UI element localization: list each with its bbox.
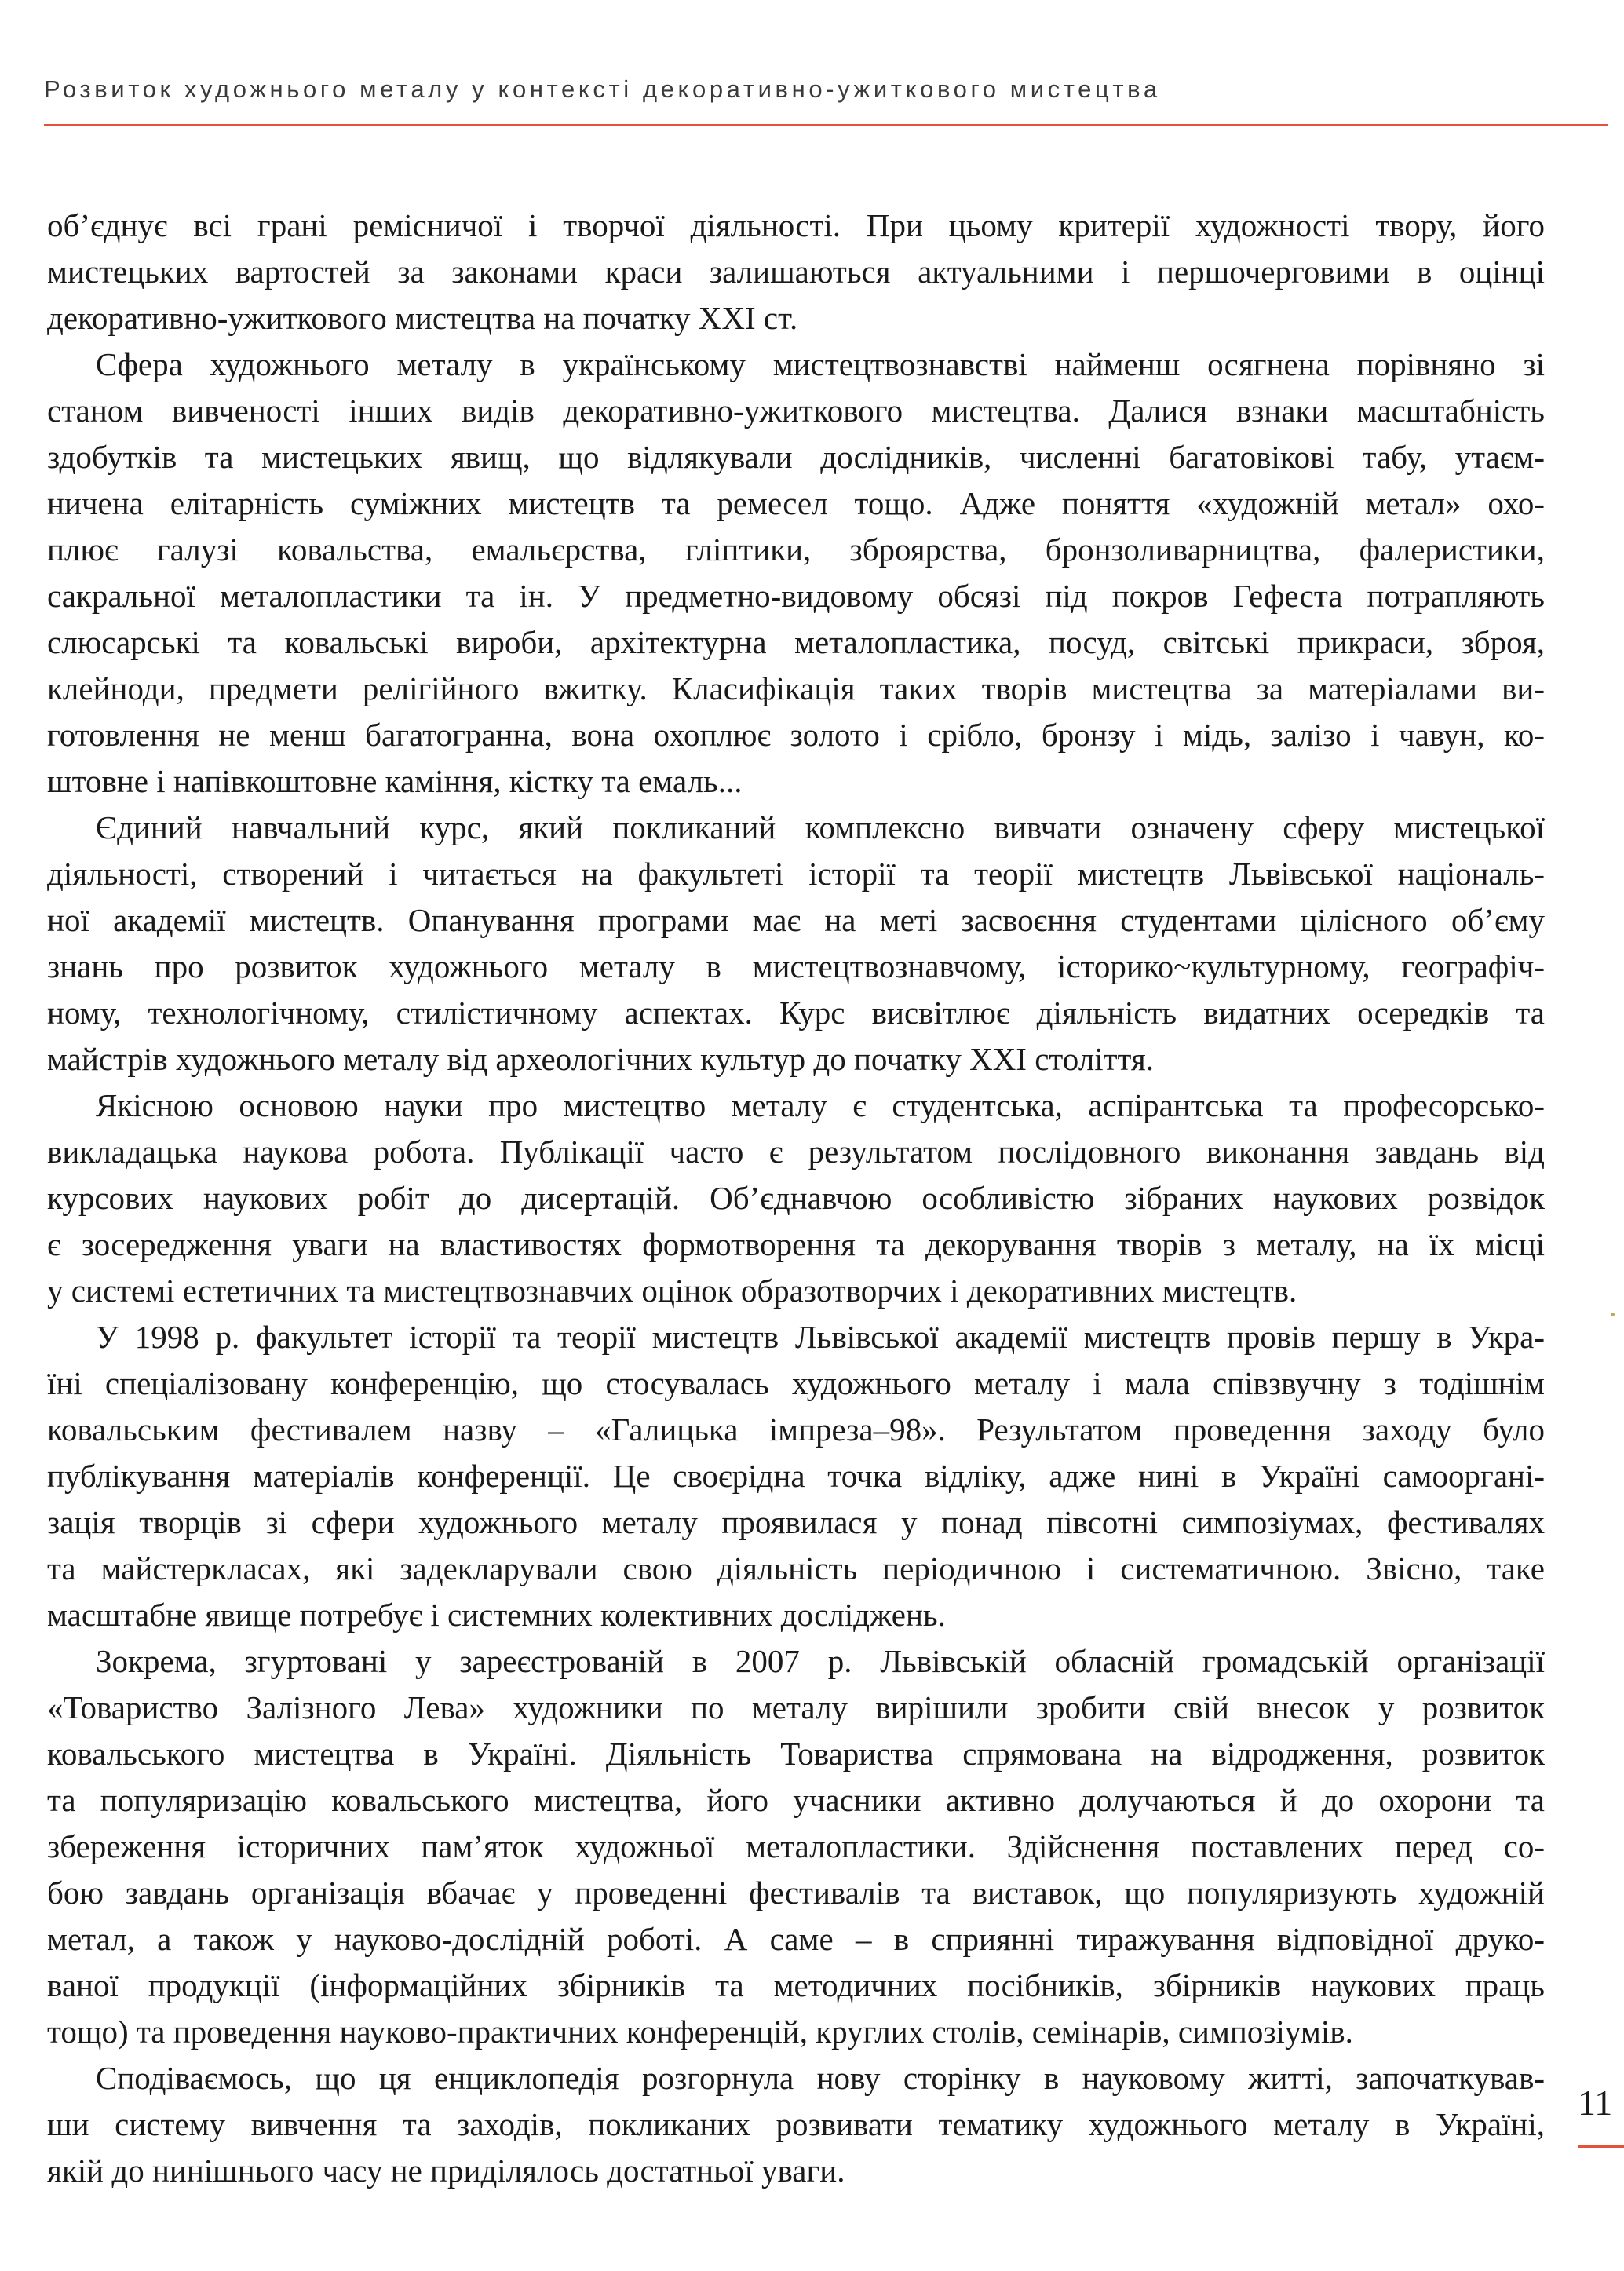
page-number: 11 bbox=[1578, 2083, 1613, 2123]
text-line: ковальського мистецтва в Україні. Діяльність Товариства спрямована на відродження, розвиток bbox=[47, 1736, 1545, 1772]
text-line: мистецьких вартостей за законами краси залишаються актуальними і першочерговими в оцінці bbox=[47, 254, 1545, 290]
text-line: викладацька наукова робота. Публікації часто є результатом послідовного виконання завдань від bbox=[47, 1134, 1545, 1170]
text-line: Якісною основою науки про мистецтво металу є студентська, аспірантська та професорсько- bbox=[96, 1087, 1545, 1123]
text-line: об’єднує всі грані ремісничої і творчої діяльності. При цьому критерії художності твору, його bbox=[47, 207, 1545, 243]
text-line: зація творців зі сфери художнього металу проявилася у понад півсотні симпозіумах, фестивалях bbox=[47, 1504, 1545, 1540]
text-line: курсових наукових робіт до дисертацій. Об’єднавчою особливістю зібраних наукових розвідок bbox=[47, 1180, 1545, 1216]
text-line: Сфера художнього металу в українському мистецтвознавстві найменш осягнена порівняно зі bbox=[96, 346, 1545, 382]
text-line: бою завдань організація вбачає у проведенні фестивалів та виставок, що популяризують художній bbox=[47, 1875, 1545, 1911]
text-line: ничена елітарність суміжних мистецтв та ремесел тощо. Адже поняття «художній метал» охо- bbox=[47, 485, 1545, 521]
text-line: ши систему вивчення та заходів, покликаних розвивати тематику художнього металу в Україні, bbox=[47, 2106, 1545, 2142]
text-line: ваної продукції (інформаційних збірників та методичних посібників, збірників наукових праць bbox=[47, 1967, 1545, 2003]
page-number-rule bbox=[1578, 2145, 1624, 2148]
text-line: «Товариство Залізного Лева» художники по металу вирішили зробити свій внесок у розвиток bbox=[47, 1689, 1545, 1725]
text-line: штовне і напівкоштовне каміння, кістку та емаль... bbox=[47, 763, 743, 799]
text-line: клейноди, предмети релігійного вжитку. Класифікація таких творів мистецтва за матеріалами ви- bbox=[47, 670, 1545, 706]
text-line: якій до нинішнього часу не приділялось достатньої уваги. bbox=[47, 2152, 845, 2189]
text-line: плює галузі ковальства, емальєрства, гліптики, зброярства, бронзоливарництва, фалеристики, bbox=[47, 531, 1545, 568]
text-line: ковальським фестивалем назву – «Галицька імпреза–98». Результатом проведення заходу було bbox=[47, 1411, 1545, 1448]
header-rule bbox=[44, 124, 1608, 126]
text-line: масштабне явище потребує і системних колективних досліджень. bbox=[47, 1597, 946, 1633]
print-speck bbox=[1611, 1313, 1615, 1316]
text-line: та популяризацію ковальського мистецтва, його учасники активно долучаються й до охорони та bbox=[47, 1782, 1545, 1818]
text-line: та майстеркласах, які задекларували свою діяльність періодичною і систематичною. Звісно, таке bbox=[47, 1550, 1545, 1586]
text-line: готовлення не менш багатогранна, вона охоплює золото і срібло, бронзу і мідь, залізо і чавун, ко- bbox=[47, 717, 1545, 753]
text-line: метал, а також у науково-дослідній роботі. А саме – в сприянні тиражування відповідної друко- bbox=[47, 1921, 1545, 1957]
running-header: Розвиток художнього металу у контексті декоративно-ужиткового мистецтва bbox=[44, 75, 1161, 103]
text-line: у системі естетичних та мистецтвознавчих оцінок образотворчих і декоративних мистецтв. bbox=[47, 1272, 1297, 1309]
body-text bbox=[47, 203, 1545, 2194]
text-line: збереження історичних пам’яток художньої металопластики. Здійснення поставлених перед со- bbox=[47, 1828, 1545, 1864]
text-line: діяльності, створений і читається на факультеті історії та теорії мистецтв Львівської національ- bbox=[47, 856, 1545, 892]
text-line: У 1998 р. факультет історії та теорії мистецтв Львівської академії мистецтв провів першу в Укра- bbox=[96, 1319, 1545, 1355]
text-line: здобутків та мистецьких явищ, що відлякували дослідників, численні багатовікові табу, утаєм- bbox=[47, 439, 1545, 475]
text-line: ному, технологічному, стилістичному аспектах. Курс висвітлює діяльність видатних осередків та bbox=[47, 995, 1545, 1031]
text-line: ної академії мистецтв. Опанування програми має на меті засвоєння студентами цілісного об’єму bbox=[47, 902, 1545, 938]
text-line: є зосередження уваги на властивостях формотворення та декорування творів з металу, на їх місці bbox=[47, 1226, 1545, 1262]
text-line: Єдиний навчальний курс, який покликаний комплексно вивчати означену сферу мистецької bbox=[96, 809, 1545, 845]
text-line: їні спеціалізовану конференцію, що стосувалась художнього металу і мала співзвучну з тодішнім bbox=[47, 1365, 1545, 1401]
text-line: публікування матеріалів конференції. Це своєрідна точка відліку, адже нині в Україні самооргані- bbox=[47, 1458, 1545, 1494]
text-line: станом вивченості інших видів декоративно-ужиткового мистецтва. Далися взнаки масштабність bbox=[47, 392, 1545, 429]
text-line: сакральної металопластики та ін. У предметно-видовому обсязі під покров Гефеста потрапляють bbox=[47, 578, 1545, 614]
text-line: Зокрема, згуртовані у зареєстрованій в 2007 р. Львівській обласній громадській організації bbox=[96, 1643, 1545, 1679]
text-line: слюсарські та ковальські вироби, архітектурна металопластика, посуд, світські прикраси, зброя, bbox=[47, 624, 1545, 660]
text-line: тощо) та проведення науково-практичних конференцій, круглих столів, семінарів, симпозіумів. bbox=[47, 2014, 1353, 2050]
text-line: знань про розвиток художнього металу в мистецтвознавчому, історико~культурному, географіч- bbox=[47, 948, 1545, 984]
text-line: Сподіваємось, що ця енциклопедія розгорнула нову сторінку в науковому житті, започаткував- bbox=[96, 2060, 1545, 2096]
text-line: майстрів художнього металу від археологічних культур до початку ХХІ століття. bbox=[47, 1041, 1154, 1077]
text-line: декоративно-ужиткового мистецтва на початку ХХІ ст. bbox=[47, 300, 798, 336]
